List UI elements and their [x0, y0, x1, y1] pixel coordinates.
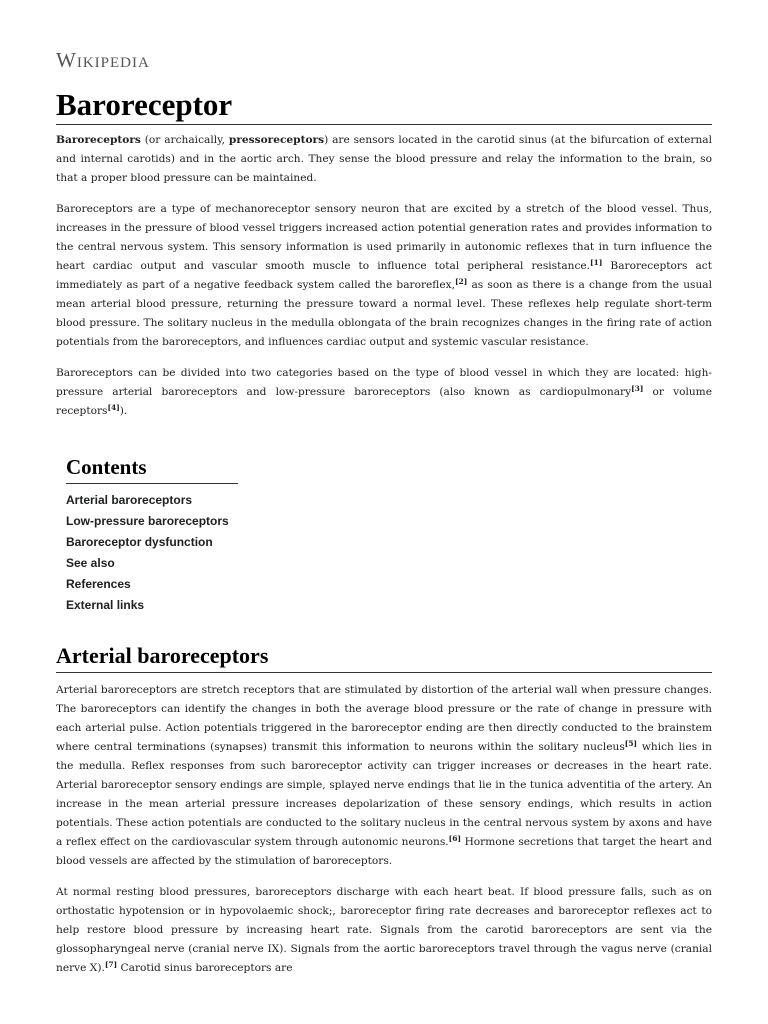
citation-5[interactable]: [5] [624, 739, 638, 748]
toc-item-baroreceptor-dysfunction[interactable]: Baroreceptor dysfunction [66, 535, 213, 549]
table-of-contents [66, 453, 238, 616]
toc-item-low-pressure-baroreceptors[interactable]: Low-pressure baroreceptors [66, 514, 229, 528]
toc-item-arterial-baroreceptors[interactable]: Arterial baroreceptors [66, 493, 193, 507]
intro-paragraph-3: Baroreceptors can be divided into two categories based on the type of blood vessel in which they are located: high-pressure arterial baroreceptors and low-pressure baroreceptors (also known as cardiopulmonary[3] or volume receptors[4]). [56, 367, 712, 417]
toc-item-see-also[interactable]: See also [66, 556, 115, 570]
citation-6[interactable]: [6] [448, 834, 461, 843]
intro-paragraph-2: Baroreceptors are a type of mechanoreceptor sensory neuron that are excited by a stretch of the blood vessel. Thus, increases in the pressure of blood vessel triggers increased action potential generation rates and provides information to the central nervous system. This sensory information is used primarily in autonomic reflexes that in turn influence the heart cardiac output and vascular smooth muscle to influence total peripheral resistance.[1] Baroreceptors act immediately as part of a negative feedback system called the baroreflex,[2] as soon as there is a change from the usual mean arterial blood pressure, returning the pressure toward a normal level. These reflexes help regulate short-term blood pressure. The solitary nucleus in the medulla oblongata of the brain recognizes changes in the firing rate of action potentials from the baroreceptors, and influences cardiac output and systemic vascular resistance. [56, 203, 712, 348]
citation-7[interactable]: [7] [104, 960, 118, 969]
page-title: Baroreceptor [56, 86, 712, 125]
wikipedia-wordmark: Wikipedia [56, 48, 150, 72]
term-baroreceptors: Baroreceptors [56, 134, 141, 146]
citation-2[interactable]: [2] [454, 277, 468, 286]
intro-paragraph-1: Baroreceptors (or archaically, pressoreceptors) are sensors located in the carotid sinus (at the bifurcation of external and internal carotids) and in the aortic arch. They sense the blood pressure and relay the information to the brain, so that a proper blood pressure can be maintained. [56, 134, 712, 184]
article-body [56, 131, 712, 990]
toc-title: Contents [66, 453, 238, 484]
section1-paragraph-1: Arterial baroreceptors are stretch receptors that are stimulated by distortion of the arterial wall when pressure changes. The baroreceptors can identify the changes in both the average blood pressure or the rate of change in pressure with each arterial pulse. Action potentials triggered in the baroreceptor ending are then directly conducted to the brainstem where central terminations (synapses) transmit this information to neurons within the solitary nucleus[5] which lies in the medulla. Reflex responses from such baroreceptor activity can trigger increases or decreases in the heart rate. Arterial baroreceptor sensory endings are simple, splayed nerve endings that lie in the tunica adventitia of the artery. An increase in the mean arterial pressure increases depolarization of these sensory endings, which results in action potentials. These action potentials are conducted to the solitary nucleus in the central nervous system by axons and have a reflex effect on the cardiovascular system through autonomic neurons.[6] Hormone secretions that target the heart and blood vessels are affected by the stimulation of baroreceptors. [56, 684, 712, 867]
citation-1[interactable]: [1] [590, 258, 603, 267]
citation-3[interactable]: [3] [631, 384, 644, 393]
section1-paragraph-2: At normal resting blood pressures, baroreceptors discharge with each heart beat. If blood pressure falls, such as on orthostatic hypotension or in hypovolaemic shock;, baroreceptor firing rate decreases and baroreceptor reflexes act to help restore blood pressure by increasing heart rate. Signals from the carotid baroreceptors are sent via the glossopharyngeal nerve (cranial nerve IX). Signals from the aortic baroreceptors travel through the vagus nerve (cranial nerve X).[7] Carotid sinus baroreceptors are [56, 886, 712, 974]
toc-item-references[interactable]: References [66, 577, 131, 591]
term-pressoreceptors: pressoreceptors [228, 134, 325, 146]
toc-item-external-links[interactable]: External links [66, 598, 145, 612]
citation-4[interactable]: [4] [107, 403, 120, 412]
section-heading-arterial-baroreceptors: Arterial baroreceptors [56, 642, 712, 673]
